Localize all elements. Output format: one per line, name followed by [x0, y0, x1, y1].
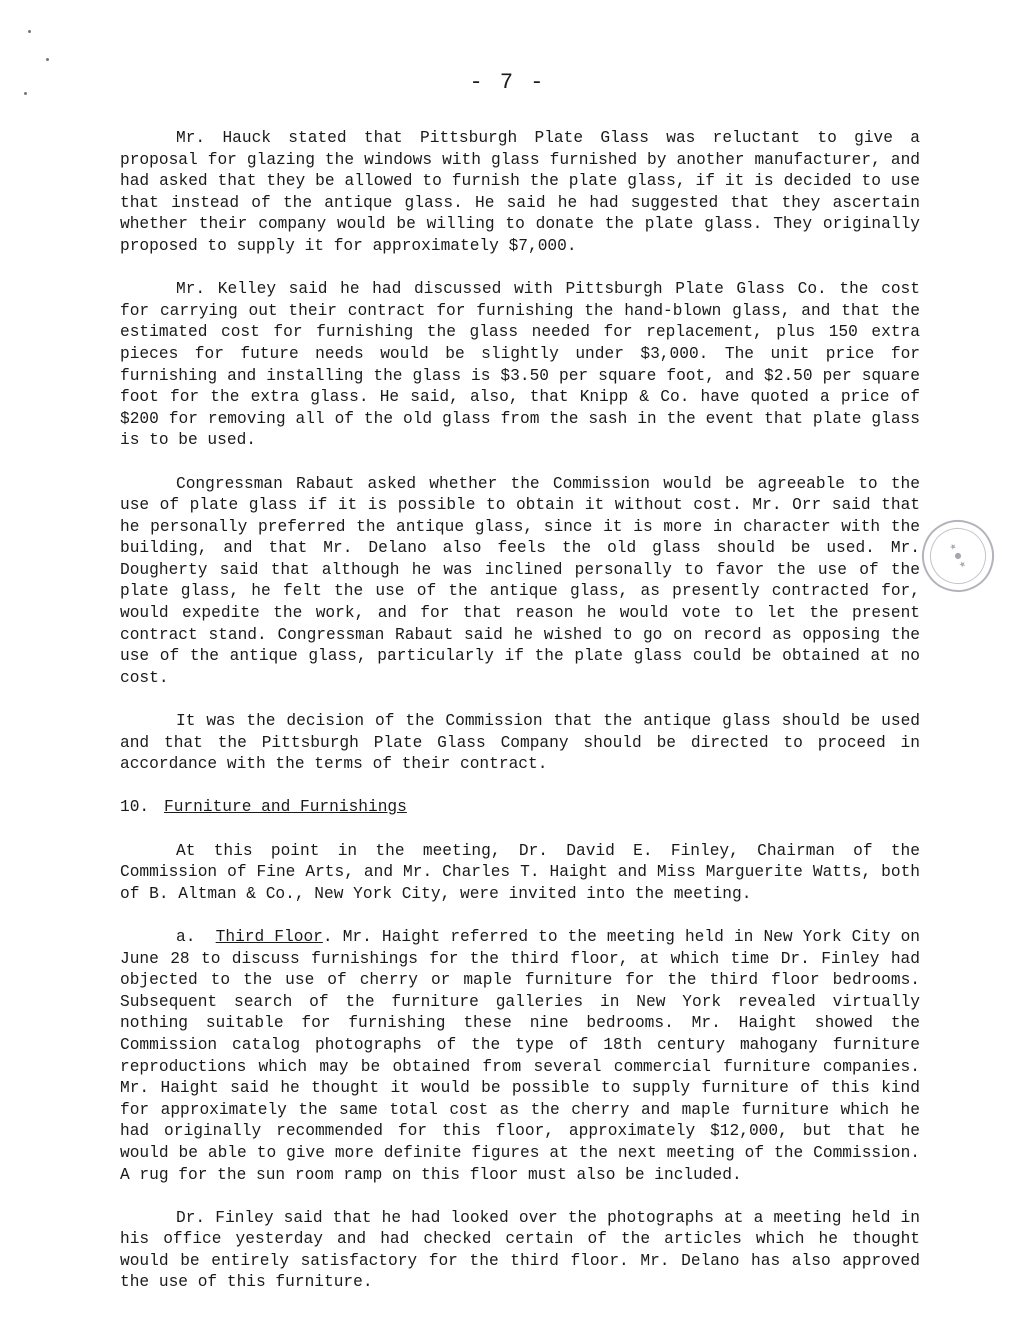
- paragraph-finley-intro: At this point in the meeting, Dr. David E. Finley, Chairman of the Commission of Fine Arts, and Mr. Charles T. Haight and Miss Marguerite Watts, both of B. Altman & Co., New York City, were invited into the meeting.: [120, 841, 920, 903]
- paragraph-third-floor: [120, 927, 920, 1186]
- paragraph-commission-decision: It was the decision of the Commission that the antique glass should be used and that the Pittsburgh Plate Glass Company should be directed to proceed in accordance with the terms of their contract.: [120, 712, 920, 774]
- document-body: [120, 128, 920, 1316]
- scan-speck: [46, 58, 49, 61]
- paragraph-rabaut-question: Congressman Rabaut asked whether the Commission would be agreeable to the use of plate glass if it is possible to obtain it without cost. Mr. Orr said that he personally preferred the antique glass, since it is more in character with the building, and that Mr. Delano also feels the old glass should be used. Mr. Dougherty said that although he was inclined personally to favor the use of the plate glass, he felt the use of the antique glass, as presently contracted for, would expedite the work, and for that reason he would vote to let the present contract stand. Congressman Rabaut said he wished to go on record as opposing the use of the antique glass, particularly if the plate glass could be obtained at no cost.: [120, 474, 920, 687]
- scan-speck: [28, 30, 31, 33]
- page-number: - 7 -: [469, 70, 546, 95]
- paragraph-hauck-statement: Mr. Hauck stated that Pittsburgh Plate Glass was reluctant to give a proposal for glazing the windows with glass furnished by another manufacturer, and had asked that they be allowed to furnish the plate glass, if it is decided to use that instead of the antique glass. He said he had suggested that they ascertain whether their company would be willing to donate the plate glass. They originally proposed to supply it for approximately $7,000.: [120, 129, 920, 255]
- section-title: Furniture and Furnishings: [164, 798, 407, 817]
- archive-stamp-seal: ★ ● ★: [909, 507, 1006, 604]
- paragraph-kelley-statement: Mr. Kelley said he had discussed with Pittsburgh Plate Glass Co. the cost for carrying out their contract for furnishing the hand-blown glass, and that the estimated cost for furnishing the glass needed for replacement, plus 150 extra pieces for future needs would be slightly under $3,000. The unit price for furnishing and installing the glass is $3.50 per square foot, and $2.50 per square foot for the extra glass. He said, also, that Knipp & Co. have quoted a price of $200 for removing all of the old glass from the sash in the event that plate glass is to be used.: [120, 280, 920, 450]
- section-number: 10.: [120, 798, 150, 817]
- paragraph-finley-approval: Dr. Finley said that he had looked over the photographs at a meeting held in his office yesterday and had checked certain of the articles which he thought would be entirely satisfactory for the third floor. Mr. Delano has also approved the use of this furniture.: [120, 1208, 920, 1292]
- section-heading: [120, 797, 920, 819]
- subsection-letter: a.: [176, 927, 196, 946]
- subsection-label: Third Floor: [215, 927, 323, 946]
- subsection-text: . Mr. Haight referred to the meeting held in New York City on June 28 to discuss furnishings for the third floor, at which time Dr. Finley had objected to the use of cherry or maple furniture for the third floor bedrooms. Subsequent search of the furniture galleries in New York revealed virtually nothing suitable for furnishing these nine bedrooms. Mr. Haight showed the Commission catalog photographs of the type of 18th century mahogany furniture reproductions which may be obtained from several commercial furniture companies. Mr. Haight said he thought it would be possible to supply furniture of this kind for approximately the same total cost as the cherry and maple furniture which he had originally recommended for this floor, approximately $12,000, but that he would be able to give more definite figures at the next meeting of the Commission. A rug for the sun room ramp on this floor must also be included.: [120, 927, 921, 1184]
